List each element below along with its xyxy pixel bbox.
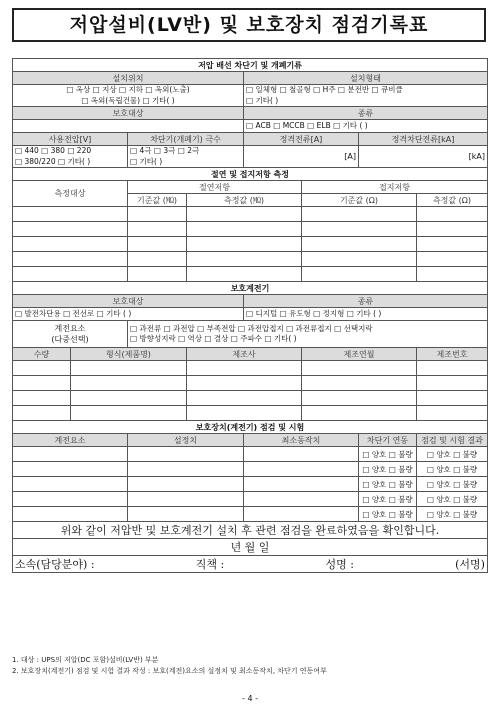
test-cell[interactable]: [128, 462, 244, 477]
measure-cell[interactable]: [13, 237, 128, 252]
insulation-meas-label: 측정값 (㏁): [187, 194, 302, 207]
kind-label: 종류: [244, 107, 488, 120]
relay-col-model: 형식(제품명): [71, 348, 187, 361]
relay-cell[interactable]: [71, 376, 187, 391]
relay-cell[interactable]: [417, 391, 488, 406]
measure-cell[interactable]: [187, 222, 302, 237]
section-test-heading: 보호장치(계전기) 점검 및 시험: [13, 421, 488, 434]
poles-options[interactable]: [128, 146, 244, 168]
affiliation-label: 소속(담당분야) :: [15, 558, 95, 571]
relay-cell[interactable]: [417, 406, 488, 421]
relay-cell[interactable]: [302, 376, 417, 391]
relay-kind-options[interactable]: □ 디지털 □ 유도형 □ 정지형 □ 기타 ( ): [244, 308, 488, 321]
relay-cell[interactable]: [302, 406, 417, 421]
breaking-current-field[interactable]: [kA]: [359, 146, 488, 168]
test-cell[interactable]: [13, 447, 128, 462]
relay-cell[interactable]: [187, 376, 302, 391]
install-form-options[interactable]: [244, 85, 488, 107]
install-location-options-line2: □ 옥외(독립건물) □ 기타( ): [81, 95, 175, 105]
relay-cell[interactable]: [417, 361, 488, 376]
measure-cell[interactable]: [302, 237, 417, 252]
relay-cell[interactable]: [13, 361, 71, 376]
test-cell[interactable]: [13, 462, 128, 477]
measure-cell[interactable]: [302, 207, 417, 222]
interlock-check[interactable]: □ 양호 □ 불량: [359, 447, 417, 462]
relay-cell[interactable]: [71, 406, 187, 421]
install-location-options[interactable]: [13, 85, 244, 107]
relay-cell[interactable]: [302, 361, 417, 376]
voltage-label: 사용전압[V]: [13, 133, 128, 146]
relay-cell[interactable]: [13, 376, 71, 391]
install-form-options-line2: □ 기타( ): [246, 95, 279, 105]
test-col-result: 점검 및 시험 결과: [417, 434, 488, 447]
confirm-statement: 위와 같이 저압반 및 보호계전기 설치 후 관련 점검을 완료하였음을 확인합니다.: [13, 522, 488, 539]
relay-col-qty: 수량: [13, 348, 71, 361]
poles-options-line2: □ 기타( ): [130, 156, 163, 166]
ground-meas-label: 측정값 (Ω): [417, 194, 488, 207]
measure-cell[interactable]: [302, 252, 417, 267]
test-cell[interactable]: [13, 507, 128, 522]
relay-element-options-line2: □ 방향성지락 □ 역상 □ 결상 □ 주파수 □ 기타( ): [130, 334, 297, 343]
relay-element-label: [13, 321, 128, 348]
footnote-1: 1. 대상 : UPS의 저압(DC 포함)설비(LV반) 부분: [12, 656, 159, 664]
result-check[interactable]: □ 양호 □ 불량: [417, 492, 488, 507]
test-cell[interactable]: [13, 492, 128, 507]
ground-label: 접지저항: [302, 181, 488, 194]
install-form-label: 설치형태: [244, 72, 488, 85]
test-cell[interactable]: [244, 447, 359, 462]
measure-cell[interactable]: [13, 252, 128, 267]
measure-cell[interactable]: [302, 267, 417, 282]
signature-label: (서명): [455, 558, 485, 571]
interlock-check[interactable]: □ 양호 □ 불량: [359, 507, 417, 522]
measure-cell[interactable]: [417, 207, 488, 222]
relay-cell[interactable]: [71, 361, 187, 376]
measure-cell[interactable]: [128, 267, 187, 282]
measure-target-label: 측정대상: [13, 181, 128, 207]
relay-element-options[interactable]: [128, 321, 488, 348]
measure-cell[interactable]: [128, 207, 187, 222]
measure-cell[interactable]: [128, 237, 187, 252]
relay-target-options[interactable]: □ 발전차단용 □ 전선로 □ 기타 ( ): [13, 308, 244, 321]
test-cell[interactable]: [244, 492, 359, 507]
name-label: 성명 :: [325, 558, 354, 571]
test-cell[interactable]: [128, 492, 244, 507]
interlock-check[interactable]: □ 양호 □ 불량: [359, 477, 417, 492]
section-breaker-heading: 저압 배선 차단기 및 개폐기류: [13, 59, 488, 72]
test-col-element: 계전요소: [13, 434, 128, 447]
rated-current-label: 정격전류[A]: [244, 133, 359, 146]
measure-cell[interactable]: [187, 267, 302, 282]
measure-cell[interactable]: [13, 267, 128, 282]
voltage-options-line1: □ 440 □ 380 □ 220: [15, 146, 92, 155]
test-cell[interactable]: [128, 507, 244, 522]
position-label: 직책 :: [195, 558, 225, 571]
inspection-form: [12, 58, 488, 573]
test-cell[interactable]: [244, 507, 359, 522]
breaking-current-label: 정격차단전류[kA]: [359, 133, 488, 146]
relay-cell[interactable]: [71, 391, 187, 406]
page-number: - 4 -: [242, 694, 258, 703]
poles-label: 차단기(개폐기) 극수: [128, 133, 244, 146]
test-col-setting: 설정치: [128, 434, 244, 447]
interlock-check[interactable]: □ 양호 □ 불량: [359, 462, 417, 477]
relay-cell[interactable]: [13, 406, 71, 421]
footnotes: [12, 655, 327, 677]
relay-element-options-line1: □ 과전류 □ 과전압 □ 부족전압 □ 과전압접지 □ 과전류접지 □ 선택지락: [130, 323, 373, 333]
insulation-label: 절연저항: [128, 181, 302, 194]
voltage-options[interactable]: [13, 146, 128, 168]
section-relay-heading: 보호계전기: [13, 282, 488, 295]
relay-cell[interactable]: [187, 361, 302, 376]
relay-cell[interactable]: [417, 376, 488, 391]
measure-cell[interactable]: [187, 237, 302, 252]
relay-col-serial: 제조번호: [417, 348, 488, 361]
relay-element-sub: (다중선택): [51, 335, 89, 344]
protect-target-field[interactable]: [13, 120, 244, 133]
relay-cell[interactable]: [187, 406, 302, 421]
result-check[interactable]: □ 양호 □ 불량: [417, 462, 488, 477]
measure-cell[interactable]: [417, 252, 488, 267]
test-cell[interactable]: [13, 477, 128, 492]
rated-current-field[interactable]: [A]: [244, 146, 359, 168]
measure-cell[interactable]: [128, 222, 187, 237]
interlock-check[interactable]: □ 양호 □ 불량: [359, 492, 417, 507]
measure-cell[interactable]: [302, 222, 417, 237]
relay-kind-label: 종류: [244, 295, 488, 308]
test-col-interlock: 차단기 연동: [359, 434, 417, 447]
relay-cell[interactable]: [302, 391, 417, 406]
measure-cell[interactable]: [417, 267, 488, 282]
relay-element-label-text: 계전요소: [54, 324, 86, 333]
voltage-options-line2: □ 380/220 □ 기타( ): [15, 156, 91, 166]
relay-col-maker: 제조사: [187, 348, 302, 361]
measure-cell[interactable]: [417, 237, 488, 252]
relay-cell[interactable]: [187, 391, 302, 406]
confirm-date[interactable]: 년 월 일: [13, 539, 488, 556]
measure-cell[interactable]: [187, 252, 302, 267]
test-col-min: 최소동작치: [244, 434, 359, 447]
kind-options[interactable]: □ ACB □ MCCB □ ELB □ 기타 ( ): [244, 120, 488, 133]
confirm-signature-row: [13, 556, 488, 573]
result-check[interactable]: □ 양호 □ 불량: [417, 447, 488, 462]
poles-options-line1: □ 4극 □ 3극 □ 2극: [130, 146, 200, 155]
footnote-2: 2. 보호장치(계전기) 점검 및 시험 결과 작성 : 보호(계전)요소의 설정치 및 최소동작치, 차단기 연동여부: [12, 667, 327, 675]
test-cell[interactable]: [128, 447, 244, 462]
test-cell[interactable]: [128, 477, 244, 492]
measure-cell[interactable]: [187, 207, 302, 222]
test-cell[interactable]: [244, 462, 359, 477]
measure-cell[interactable]: [128, 252, 187, 267]
measure-cell[interactable]: [417, 222, 488, 237]
install-location-options-line1: □ 옥상 □ 지상 □ 지하 □ 옥외(노출): [66, 85, 190, 94]
result-check[interactable]: □ 양호 □ 불량: [417, 507, 488, 522]
section-insulation-heading: 절연 및 접지저항 측정: [13, 168, 488, 181]
relay-cell[interactable]: [13, 391, 71, 406]
ground-std-label: 기준값 (Ω): [302, 194, 417, 207]
result-check[interactable]: □ 양호 □ 불량: [417, 477, 488, 492]
measure-cell[interactable]: [13, 222, 128, 237]
install-form-options-line1: □ 일체형 □ 철골형 □ H주 □ 분전반 □ 큐비클: [246, 85, 403, 94]
insulation-std-label: 기준값 (㏁): [128, 194, 187, 207]
test-cell[interactable]: [244, 477, 359, 492]
protect-target-label: 보호대상: [13, 107, 244, 120]
page-title: 저압설비(LV반) 및 보호장치 점검기록표: [12, 8, 486, 42]
relay-col-date: 제조연월: [302, 348, 417, 361]
measure-cell[interactable]: [13, 207, 128, 222]
install-location-label: 설치위치: [13, 72, 244, 85]
relay-target-label: 보호대상: [13, 295, 244, 308]
